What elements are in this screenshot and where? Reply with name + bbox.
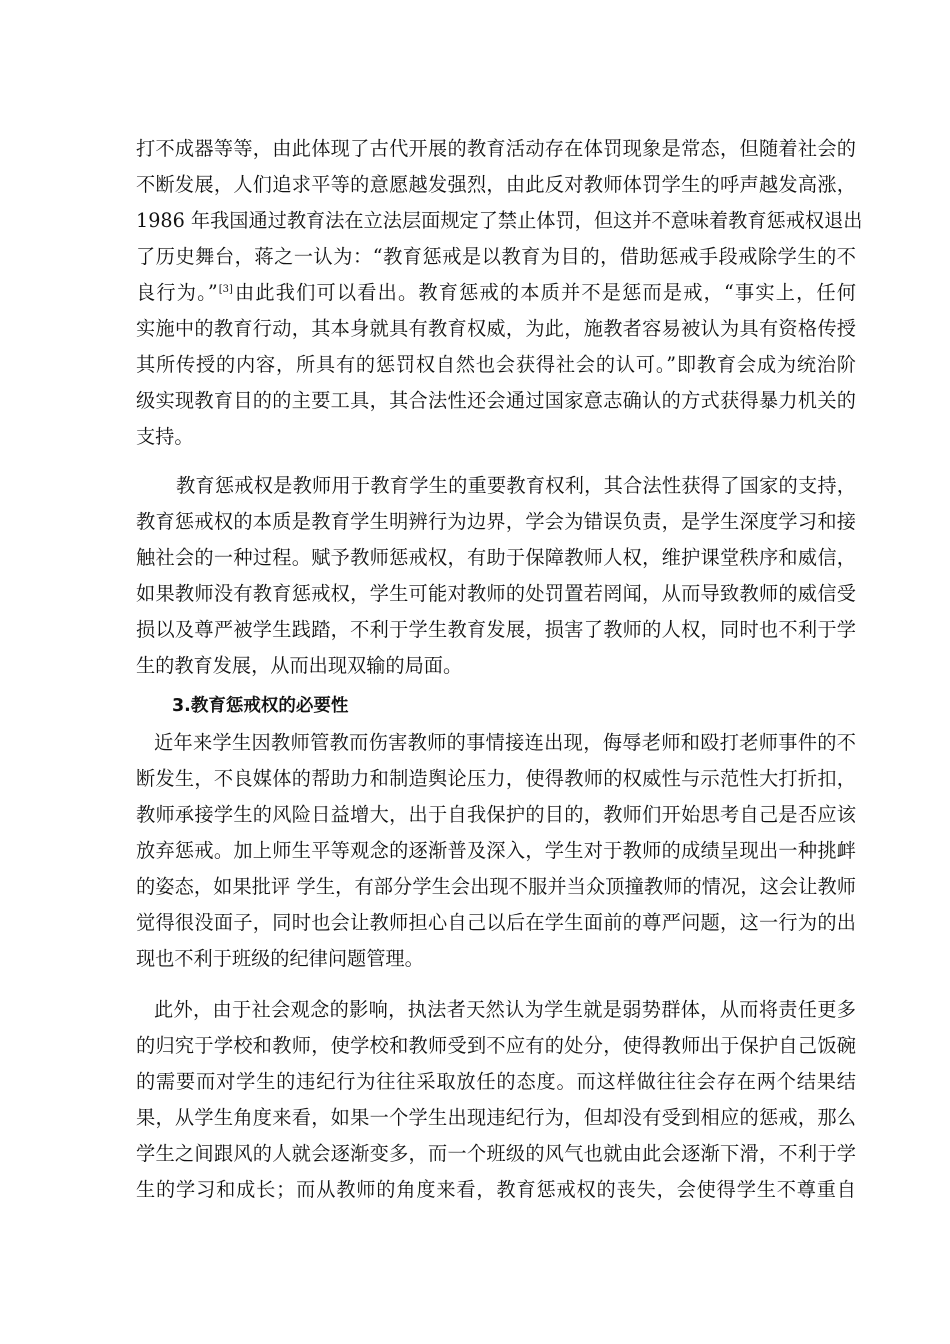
paragraph-3-line-6: 觉得很没面子，同时也会让教师担心自己以后在学生面前的尊严问题，这一行为的出 <box>136 911 856 934</box>
paragraph-3-line-7: 现也不利于班级的纪律问题管理。 <box>136 947 424 970</box>
paragraph-1-line-1: 打不成器等等，由此体现了古代开展的教育活动存在体罚现象是常态，但随着社会的 <box>136 137 856 160</box>
paragraph-2-line-3: 触社会的一种过程。赋予教师惩戒权，有助于保障教师人权，维护课堂秩序和威信， <box>136 546 856 569</box>
paragraph-3-line-4: 放弃惩戒。加上师生平等观念的逐渐普及深入，学生对于教师的成绩呈现出一种挑衅 <box>136 839 856 862</box>
paragraph-4-line-2: 的归究于学校和教师，使学校和教师受到不应有的处分，使得教师出于保护自己饭碗 <box>136 1034 856 1057</box>
paragraph-3-line-5: 的姿态，如果批评 学生，有部分学生会出现不服并当众顶撞教师的情况，这会让教师 <box>136 875 856 898</box>
paragraph-1-line-8: 级实现教育目的的主要工具，其合法性还会通过国家意志确认的方式获得暴力机关的 <box>136 389 856 412</box>
paragraph-4-line-5: 学生之间跟风的人就会逐渐变多，而一个班级的风气也就由此会逐渐下滑，不利于学 <box>136 1142 856 1165</box>
paragraph-1-line-6: 实施中的教育行动，其本身就具有教育权威，为此，施教者容易被认为具有资格传授 <box>136 317 856 340</box>
paragraph-2-line-2: 教育惩戒权的本质是教育学生明辨行为边界，学会为错误负责，是学生深度学习和接 <box>136 510 856 533</box>
paragraph-2-line-1: 教育惩戒权是教师用于教育学生的重要教育权利，其合法性获得了国家的支持， <box>176 474 856 497</box>
section-heading: 3.教育惩戒权的必要性 <box>172 696 349 716</box>
quote-follow-text: 由此我们可以看出。教育惩戒的本质并不是惩而是戒，“事实上，任何 <box>233 281 856 304</box>
paragraph-2-line-5: 损以及尊严被学生践踏，不利于学生教育发展，损害了教师的人权，同时也不利于学 <box>136 618 856 641</box>
paragraph-1-line-9: 支持。 <box>136 425 194 448</box>
paragraph-4-line-6: 生的学习和成长；而从教师的角度来看，教育惩戒权的丧失，会使得学生不尊重自 <box>136 1178 856 1201</box>
paragraph-4-line-3: 的需要而对学生的违纪行为往往采取放任的态度。而这样做往往会存在两个结果结 <box>136 1070 856 1093</box>
paragraph-3-line-3: 教师承接学生的风险日益增大，出于自我保护的目的，教师们开始思考自己是否应该 <box>136 803 856 826</box>
paragraph-2-line-4: 如果教师没有教育惩戒权，学生可能对教师的处罚置若罔闻，从而导致教师的威信受 <box>136 582 856 605</box>
paragraph-3-line-1: 近年来学生因教师管教而伤害教师的事情接连出现，侮辱老师和殴打老师事件的不 <box>154 731 856 754</box>
paragraph-3-line-2: 断发生，不良媒体的帮助力和制造舆论压力，使得教师的权威性与示范性大打折扣， <box>136 767 856 790</box>
paragraph-1-line-2: 不断发展，人们追求平等的意愿越发强烈，由此反对教师体罚学生的呼声越发高涨， <box>136 173 856 196</box>
paragraph-1-line-4: 了历史舞台，蒋之一认为：“教育惩戒是以教育为目的，借助惩戒手段戒除学生的不 <box>136 245 856 268</box>
paragraph-4-line-4: 果，从学生角度来看，如果一个学生出现违纪行为，但却没有受到相应的惩戒，那么 <box>136 1106 856 1129</box>
quote-end-text: 良行为。” <box>136 281 218 304</box>
paragraph-1-line-3: 1986 年我国通过教育法在立法层面规定了禁止体罚，但这并不意味着教育惩戒权退出 <box>136 209 863 232</box>
paragraph-1-line-5 <box>136 277 856 309</box>
citation-reference: [3] <box>218 284 233 295</box>
paragraph-1-line-7: 其所传授的内容，所具有的惩罚权自然也会获得社会的认可。”即教育会成为统治阶 <box>136 353 856 376</box>
paragraph-4-line-1: 此外，由于社会观念的影响，执法者天然认为学生就是弱势群体，从而将责任更多 <box>154 998 856 1021</box>
paragraph-2-line-6: 生的教育发展，从而出现双输的局面。 <box>136 654 463 677</box>
